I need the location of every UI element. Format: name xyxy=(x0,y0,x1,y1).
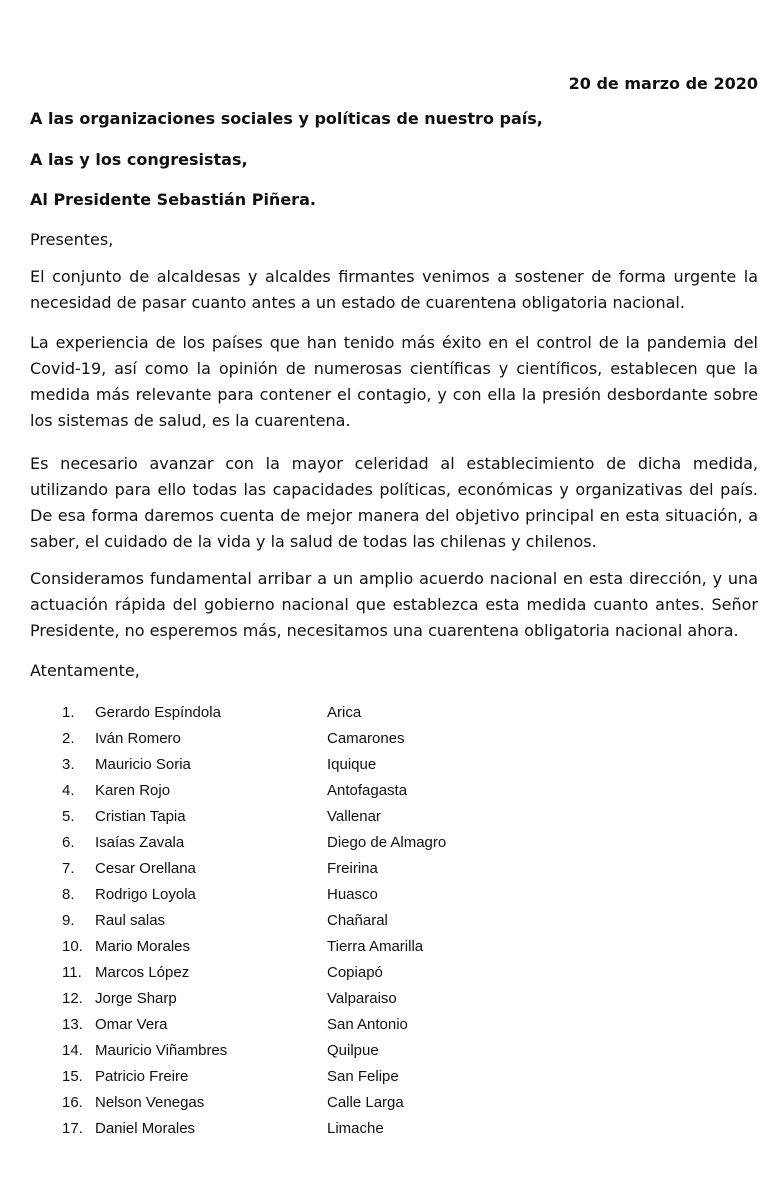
signatory-city: Iquique xyxy=(327,756,377,773)
signatory-city: San Felipe xyxy=(327,1068,399,1085)
signatory-city: Huasco xyxy=(327,886,378,903)
signatory-number: 14. xyxy=(62,1042,83,1059)
signatory-city: Diego de Almagro xyxy=(327,834,447,851)
signatory-city: Tierra Amarilla xyxy=(327,938,424,955)
salutation: Presentes, xyxy=(30,230,114,249)
signatory-name: Rodrigo Loyola xyxy=(95,886,196,903)
signatory-city: Freirina xyxy=(327,860,378,877)
signatory-row xyxy=(62,1013,502,1039)
signatory-city: Vallenar xyxy=(327,808,381,825)
signatory-name: Omar Vera xyxy=(95,1016,168,1033)
signatory-city: Quilpue xyxy=(327,1042,379,1059)
signatory-number: 16. xyxy=(62,1094,83,1111)
signatory-row xyxy=(62,883,502,909)
signatory-name: Iván Romero xyxy=(95,730,181,747)
signatory-number: 13. xyxy=(62,1016,83,1033)
signatory-row xyxy=(62,857,502,883)
signatory-row xyxy=(62,779,502,805)
addressee-president: Al Presidente Sebastián Piñera. xyxy=(30,190,316,209)
signatory-list xyxy=(62,701,502,1143)
signatory-number: 11. xyxy=(62,964,82,981)
signatory-row xyxy=(62,701,502,727)
signatory-number: 1. xyxy=(62,704,75,721)
signatory-city: Copiapó xyxy=(327,964,383,981)
signatory-number: 2. xyxy=(62,730,75,747)
signatory-city: Arica xyxy=(327,704,362,721)
signatory-row xyxy=(62,753,502,779)
signatory-number: 15. xyxy=(62,1068,83,1085)
body-paragraph-2: La experiencia de los países que han tenido más éxito en el control de la pandemia del Covid-19, así como la opinión de numerosas científicas y científicos, establecen que la medida más relevante para contener el contagio, y con ella la presión desbordante sobre los sistemas de salud, es la cuarentena. xyxy=(30,333,758,430)
signatory-number: 7. xyxy=(62,860,75,877)
signatory-row xyxy=(62,909,502,935)
signatory-name: Mauricio Soria xyxy=(95,756,191,773)
signatory-row xyxy=(62,805,502,831)
signatory-name: Jorge Sharp xyxy=(95,990,177,1007)
signatory-number: 10. xyxy=(62,938,83,955)
signatory-row xyxy=(62,1091,502,1117)
signatory-number: 3. xyxy=(62,756,75,773)
signatory-name: Cristian Tapia xyxy=(95,808,186,825)
signatory-row xyxy=(62,727,502,753)
signatory-city: Chañaral xyxy=(327,912,388,929)
signatory-name: Daniel Morales xyxy=(95,1120,196,1137)
signatory-name: Raul salas xyxy=(95,912,166,929)
signatory-number: 12. xyxy=(62,990,83,1007)
body-paragraph-4: Consideramos fundamental arribar a un amplio acuerdo nacional en esta dirección, y una actuación rápida del gobierno nacional que establezca esta medida cuanto antes. Señor Presidente, no esperemos más, necesitamos una cuarentena obligatoria nacional ahora. xyxy=(30,569,758,640)
signatory-number: 8. xyxy=(62,886,75,903)
signatory-row xyxy=(62,1039,502,1065)
signatory-number: 5. xyxy=(62,808,75,825)
addressee-congress: A las y los congresistas, xyxy=(30,150,248,169)
signatory-name: Marcos López xyxy=(95,964,190,981)
signatory-name: Gerardo Espíndola xyxy=(95,704,221,721)
signatory-row xyxy=(62,1117,502,1143)
signatory-number: 4. xyxy=(62,782,75,799)
signatory-row xyxy=(62,935,502,961)
signatory-row xyxy=(62,831,502,857)
signatory-name: Patricio Freire xyxy=(95,1068,189,1085)
signatory-name: Mario Morales xyxy=(95,938,191,955)
signatory-city: Valparaiso xyxy=(327,990,397,1007)
addressee-organizations: A las organizaciones sociales y políticas de nuestro país, xyxy=(30,109,543,128)
letter-date: 20 de marzo de 2020 xyxy=(568,74,758,93)
signatory-number: 17. xyxy=(62,1120,83,1137)
signatory-number: 6. xyxy=(62,834,75,851)
signatory-city: Limache xyxy=(327,1120,384,1137)
signatory-row xyxy=(62,1065,502,1091)
body-paragraph-3: Es necesario avanzar con la mayor celeridad al establecimiento de dicha medida, utilizando para ello todas las capacidades políticas, económicas y organizativas del país. De esa forma daremos cuenta de mejor manera del objetivo principal en esta situación, a saber, el cuidado de la vida y la salud de todas las chilenas y chilenos. xyxy=(30,454,758,551)
signatory-number: 9. xyxy=(62,912,75,929)
signatory-row xyxy=(62,987,502,1013)
signatory-name: Cesar Orellana xyxy=(95,860,196,877)
signatory-row xyxy=(62,961,502,987)
signatory-name: Karen Rojo xyxy=(95,782,171,799)
signatory-city: Camarones xyxy=(327,730,405,747)
signatory-city: Calle Larga xyxy=(327,1094,404,1111)
signatory-name: Isaías Zavala xyxy=(95,834,185,851)
signatory-city: San Antonio xyxy=(327,1016,408,1033)
closing: Atentamente, xyxy=(30,661,140,680)
signatory-name: Mauricio Viñambres xyxy=(95,1042,228,1059)
signatory-city: Antofagasta xyxy=(327,782,408,799)
body-paragraph-1: El conjunto de alcaldesas y alcaldes firmantes venimos a sostener de forma urgente la necesidad de pasar cuanto antes a un estado de cuarentena obligatoria nacional. xyxy=(30,267,758,312)
signatory-name: Nelson Venegas xyxy=(95,1094,205,1111)
